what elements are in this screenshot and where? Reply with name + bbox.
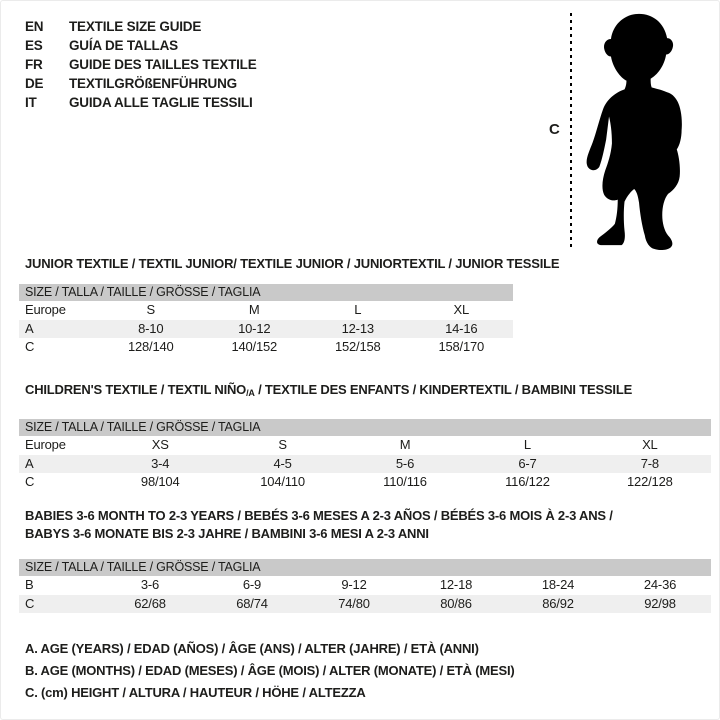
- table-header-bar: SIZE / TALLA / TAILLE / GRÖSSE / TAGLIA: [19, 419, 711, 436]
- cell: 6-7: [518, 455, 537, 471]
- section-title: [25, 383, 711, 400]
- section-babies-textile: [19, 507, 711, 613]
- language-label: GUIDA ALLE TAGLIE TESSILI: [69, 95, 253, 110]
- language-label: TEXTILE SIZE GUIDE: [69, 19, 202, 34]
- language-row-es: [25, 36, 257, 55]
- height-dimension-label: C: [549, 121, 560, 138]
- cell: 12-13: [341, 320, 374, 336]
- cell: 158/170: [438, 339, 485, 354]
- language-row-it: [25, 93, 257, 112]
- legend-line-c: C. (cm) HEIGHT / ALTURA / HAUTEUR / HÖHE / ALTEZZA: [25, 685, 366, 700]
- language-row-en: [25, 17, 257, 36]
- cell: 24-36: [643, 577, 677, 592]
- table-row: [19, 595, 711, 614]
- cell: 68/74: [236, 595, 268, 611]
- section-title-line-2: BABYS 3-6 MONATE BIS 2-3 JAHRE / BAMBINI 3-6 MESI A 2-3 ANNI: [25, 526, 429, 541]
- cell: 12-18: [439, 577, 473, 592]
- language-code: DE: [25, 76, 44, 91]
- cell: XS: [151, 437, 169, 452]
- language-label: GUIDE DES TAILLES TEXTILE: [69, 57, 257, 72]
- table-row: [19, 338, 513, 357]
- cell: 74/80: [338, 595, 370, 611]
- table-header-bar: SIZE / TALLA / TAILLE / GRÖSSE / TAGLIA: [19, 284, 513, 301]
- cell: 18-24: [541, 577, 575, 592]
- childrens-size-table: [19, 419, 711, 492]
- cell: 80/86: [440, 595, 472, 611]
- table-row: [19, 473, 711, 492]
- cell: 62/68: [134, 595, 166, 611]
- language-row-fr: [25, 55, 257, 74]
- section-childrens-textile: [19, 383, 711, 492]
- cell: 6-9: [242, 577, 262, 592]
- cell: 3-4: [151, 455, 170, 471]
- legend: [25, 638, 515, 704]
- cell: 7-8: [640, 455, 659, 471]
- section-title: JUNIOR TEXTILE / TEXTIL JUNIOR/ TEXTILE JUNIOR / JUNIORTEXTIL / JUNIOR TESSILE: [25, 256, 560, 271]
- cell: M: [399, 437, 411, 452]
- cell: 86/92: [542, 595, 574, 611]
- toddler-silhouette-icon: [577, 10, 703, 250]
- language-label: TEXTILGRÖßENFÜHRUNG: [69, 76, 237, 91]
- cell: 152/158: [334, 339, 381, 354]
- language-code: IT: [25, 95, 37, 110]
- cell: L: [523, 437, 531, 452]
- section-junior-textile: [19, 256, 560, 357]
- row-label: Europe: [25, 302, 66, 317]
- cell: L: [354, 302, 362, 317]
- cell: S: [278, 437, 287, 452]
- language-label: GUÍA DE TALLAS: [69, 38, 178, 53]
- legend-line-b: B. AGE (MONTHS) / EDAD (MESES) / ÂGE (MOIS) / ALTER (MONATE) / ETÀ (MESI): [25, 663, 515, 678]
- cell: 5-6: [395, 455, 415, 471]
- row-label: A: [25, 455, 34, 471]
- row-label: C: [25, 339, 35, 354]
- language-list: [25, 17, 257, 112]
- cell: 4-5: [273, 455, 292, 471]
- cell: 8-10: [138, 320, 164, 336]
- cell: 110/116: [383, 474, 427, 489]
- table-row: [19, 436, 711, 455]
- row-label: C: [25, 474, 35, 489]
- cell: 104/110: [260, 474, 305, 489]
- table-header-bar: SIZE / TALLA / TAILLE / GRÖSSE / TAGLIA: [19, 559, 711, 576]
- cell: 140/152: [231, 339, 278, 354]
- cell: M: [248, 302, 260, 317]
- cell: 122/128: [627, 474, 673, 489]
- cell: S: [146, 302, 155, 317]
- legend-line-a: A. AGE (YEARS) / EDAD (AÑOS) / ÂGE (ANS) / ALTER (JAHRE) / ETÀ (ANNI): [25, 641, 479, 656]
- language-code: FR: [25, 57, 43, 72]
- height-figure: [541, 1, 720, 261]
- title-subscript: /A: [246, 388, 255, 398]
- junior-size-table: [19, 284, 513, 357]
- cell: 116/122: [505, 474, 550, 489]
- table-row: [19, 320, 513, 339]
- babies-size-table: [19, 559, 711, 613]
- table-row: [19, 455, 711, 474]
- row-label: A: [25, 320, 34, 336]
- cell: XL: [453, 302, 469, 317]
- row-label: B: [25, 577, 34, 592]
- language-code: ES: [25, 38, 43, 53]
- cell: XL: [642, 437, 658, 452]
- language-code: EN: [25, 19, 44, 34]
- cell: 9-12: [341, 577, 367, 592]
- cell: 92/98: [644, 595, 676, 611]
- height-dimension-line: [570, 13, 572, 251]
- language-row-de: [25, 74, 257, 93]
- title-text: CHILDREN'S TEXTILE / TEXTIL NIÑO: [25, 382, 247, 397]
- cell: 10-12: [238, 320, 271, 336]
- table-row: [19, 576, 711, 595]
- cell: 98/104: [140, 474, 180, 489]
- section-title-line-1: BABIES 3-6 MONTH TO 2-3 YEARS / BEBÉS 3-6 MESES A 2-3 AÑOS / BÉBÉS 3-6 MOIS À 2-3 ANS /: [25, 508, 613, 523]
- cell: 128/140: [127, 339, 174, 354]
- cell: 3-6: [140, 577, 160, 592]
- cell: 14-16: [445, 320, 478, 336]
- table-row: [19, 301, 513, 320]
- row-label: C: [25, 595, 35, 611]
- row-label: Europe: [25, 437, 66, 452]
- title-text: / TEXTILE DES ENFANTS / KINDERTEXTIL / BAMBINI TESSILE: [254, 382, 633, 397]
